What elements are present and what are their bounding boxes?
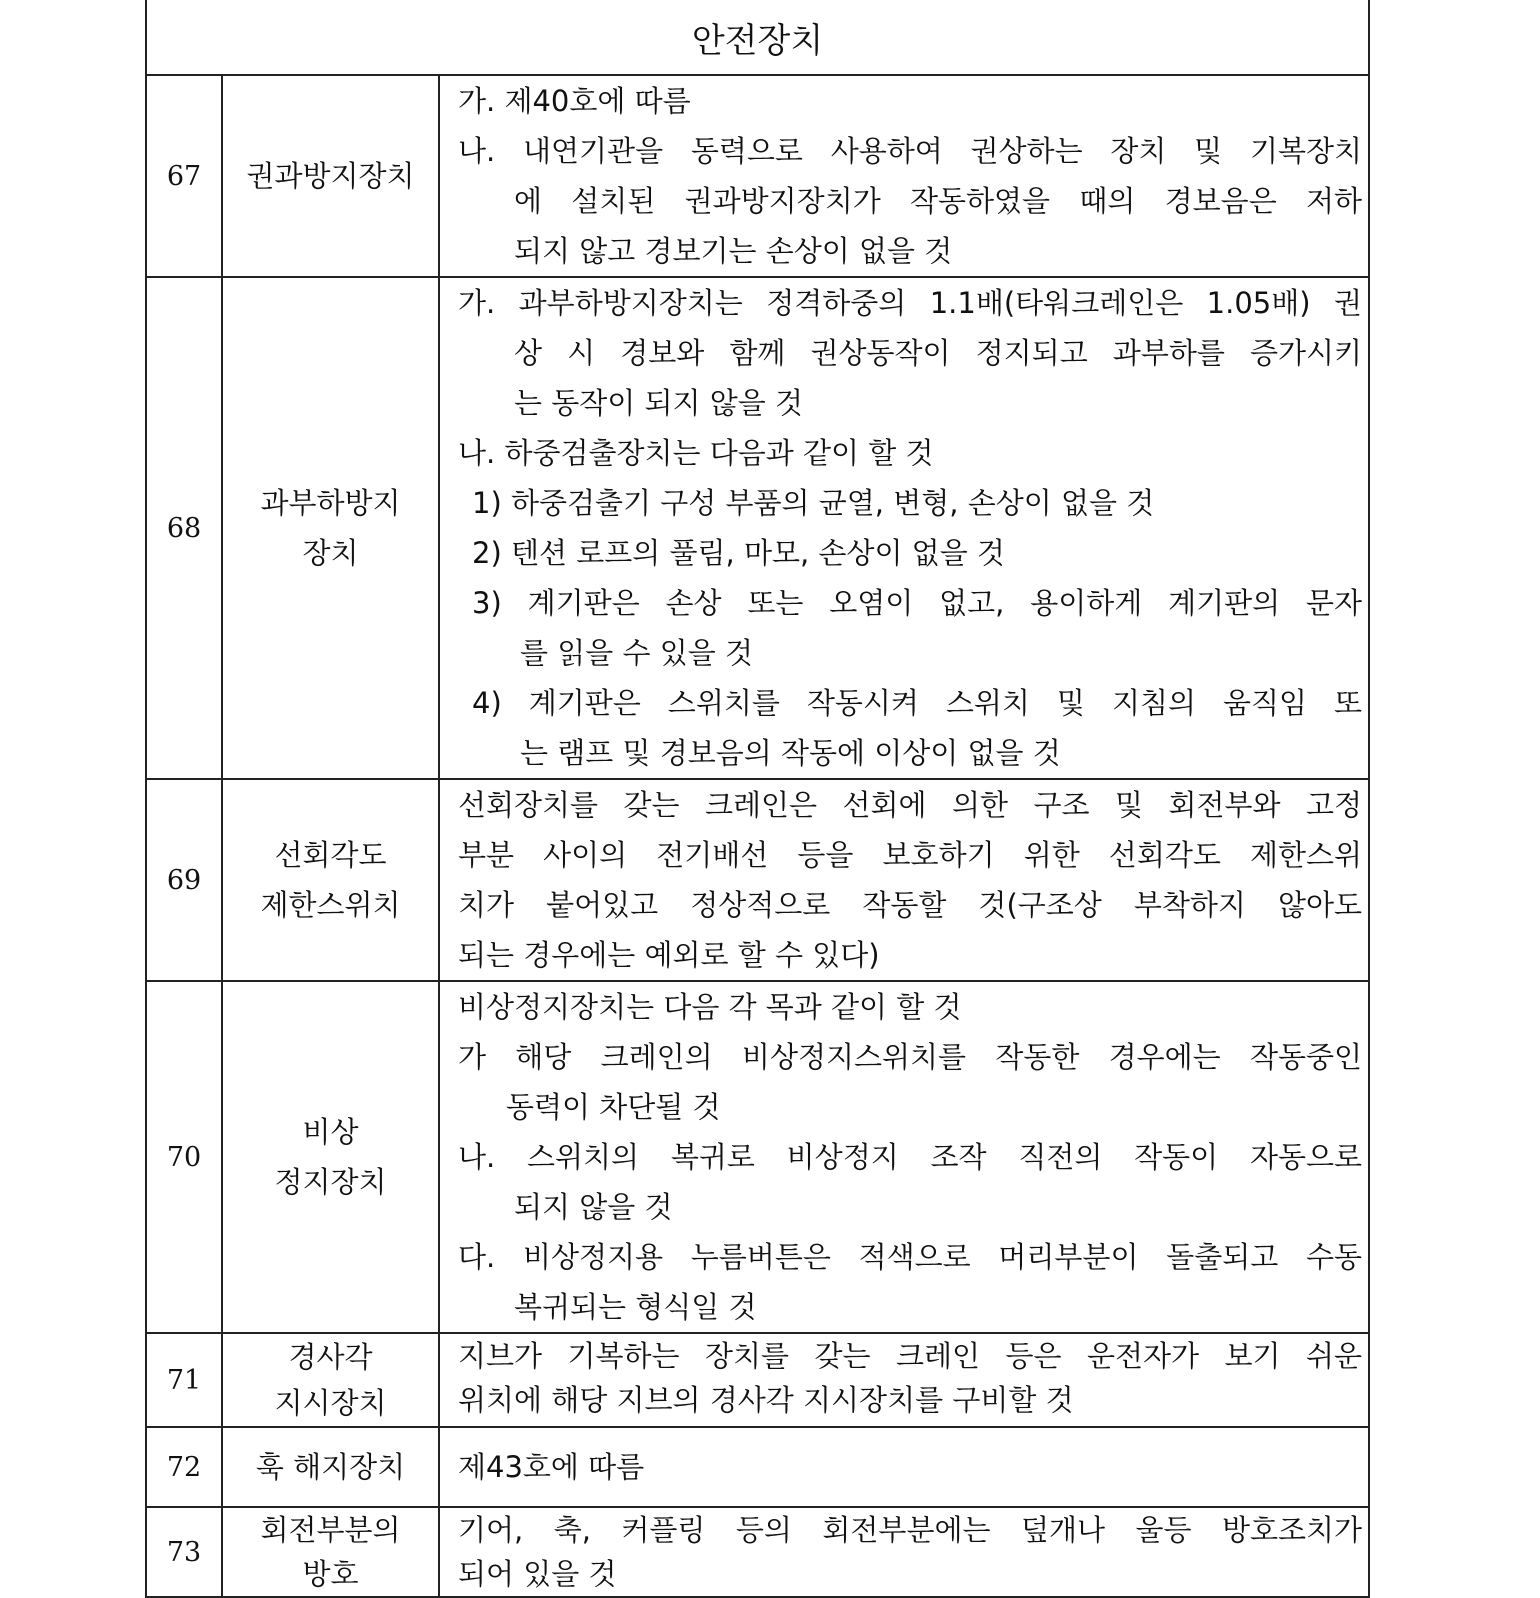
table-title-row: [146, 0, 1369, 75]
description-line: 비상정지장치는 다음 각 목과 같이 할 것: [458, 990, 962, 1024]
description-line: 제43호에 따름: [458, 1450, 645, 1484]
table-row: [146, 779, 1369, 981]
item-name-line: 정지장치: [274, 1165, 387, 1199]
description-line: 는 동작이 되지 않을 것: [514, 386, 803, 420]
description-line: 선회장치를 갖는 크레인은 선회에 의한 구조 및 회전부와 고정: [458, 788, 1363, 822]
item-name-line: 비상: [302, 1115, 359, 1149]
item-number: 71: [146, 1333, 222, 1427]
description-line: 치가 붙어있고 정상적으로 작동할 것(구조상 부착하지 않아도: [458, 888, 1363, 922]
description-line: 상 시 경보와 함께 권상동작이 정지되고 과부하를 증가시키: [514, 336, 1363, 370]
item-name-line: 훅 해지장치: [255, 1450, 406, 1484]
description-line: 4) 계기판은 스위치를 작동시켜 스위치 및 지침의 움직임 또: [472, 686, 1363, 720]
item-name: [222, 779, 439, 981]
table-row: [146, 75, 1369, 277]
description-line: 3) 계기판은 손상 또는 오염이 없고, 용이하게 계기판의 문자: [472, 586, 1363, 620]
item-description: [439, 1507, 1369, 1597]
item-number: 72: [146, 1427, 222, 1507]
description-line: 나. 내연기관을 동력으로 사용하여 권상하는 장치 및 기복장치: [458, 134, 1363, 168]
item-name-line: 회전부분의: [260, 1513, 401, 1547]
table-row: [146, 1427, 1369, 1507]
safety-device-table: [145, 0, 1370, 1598]
description-line: 기어, 축, 커플링 등의 회전부분에는 덮개나 울등 방호조치가: [458, 1513, 1363, 1547]
item-description: [439, 779, 1369, 981]
item-description: [439, 277, 1369, 779]
item-description: [439, 75, 1369, 277]
item-name: [222, 981, 439, 1333]
description-line: 되지 않을 것: [514, 1190, 673, 1224]
description-line: 가. 과부하방지장치는 정격하중의 1.1배(타워크레인은 1.05배) 권: [458, 286, 1363, 320]
description-line: 되는 경우에는 예외로 할 수 있다): [458, 938, 880, 972]
table-row: [146, 981, 1369, 1333]
item-name-line: 과부하방지: [260, 486, 401, 520]
item-name: [222, 277, 439, 779]
item-name-line: 방호: [302, 1557, 359, 1591]
item-name-line: 장치: [302, 536, 359, 570]
item-number: 73: [146, 1507, 222, 1597]
item-name-line: 지시장치: [274, 1386, 387, 1420]
description-line: 를 읽을 수 있을 것: [520, 636, 753, 670]
table-row: [146, 1507, 1369, 1597]
description-line: 1) 하중검출기 구성 부품의 균열, 변형, 손상이 없을 것: [472, 486, 1155, 520]
description-line: 다. 비상정지용 누름버튼은 적색으로 머리부분이 돌출되고 수동: [458, 1240, 1363, 1274]
item-number: 67: [146, 75, 222, 277]
item-number: 69: [146, 779, 222, 981]
table-title: 안전장치: [146, 0, 1369, 75]
item-name-line: 권과방지장치: [246, 159, 415, 193]
item-name-line: 제한스위치: [260, 888, 401, 922]
item-name: [222, 1507, 439, 1597]
document-page: [145, 0, 1368, 1591]
item-name-line: 경사각: [288, 1340, 373, 1374]
item-number: 68: [146, 277, 222, 779]
description-line: 나. 스위치의 복귀로 비상정지 조작 직전의 작동이 자동으로: [458, 1140, 1363, 1174]
description-line: 위치에 해당 지브의 경사각 지시장치를 구비할 것: [458, 1383, 1074, 1417]
item-name: [222, 75, 439, 277]
item-name: [222, 1333, 439, 1427]
description-line: 지브가 기복하는 장치를 갖는 크레인 등은 운전자가 보기 쉬운: [458, 1339, 1363, 1373]
description-line: 나. 하중검출장치는 다음과 같이 할 것: [458, 436, 934, 470]
description-line: 가. 제40호에 따름: [458, 84, 691, 118]
item-name: [222, 1427, 439, 1507]
description-line: 복귀되는 형식일 것: [514, 1290, 757, 1324]
description-line: 에 설치된 권과방지장치가 작동하였을 때의 경보음은 저하: [514, 184, 1363, 218]
table-row: [146, 277, 1369, 779]
item-number: 70: [146, 981, 222, 1333]
description-line: 동력이 차단될 것: [506, 1090, 721, 1124]
item-description: [439, 981, 1369, 1333]
table-row: [146, 1333, 1369, 1427]
description-line: 부분 사이의 전기배선 등을 보호하기 위한 선회각도 제한스위: [458, 838, 1363, 872]
description-line: 는 램프 및 경보음의 작동에 이상이 없을 것: [520, 736, 1061, 770]
item-name-line: 선회각도: [274, 838, 387, 872]
description-line: 되지 않고 경보기는 손상이 없을 것: [514, 234, 953, 268]
description-line: 되어 있을 것: [458, 1557, 617, 1591]
item-description: [439, 1333, 1369, 1427]
description-line: 2) 텐션 로프의 풀림, 마모, 손상이 없을 것: [472, 536, 1005, 570]
description-line: 가 해당 크레인의 비상정지스위치를 작동한 경우에는 작동중인: [458, 1040, 1363, 1074]
item-description: [439, 1427, 1369, 1507]
